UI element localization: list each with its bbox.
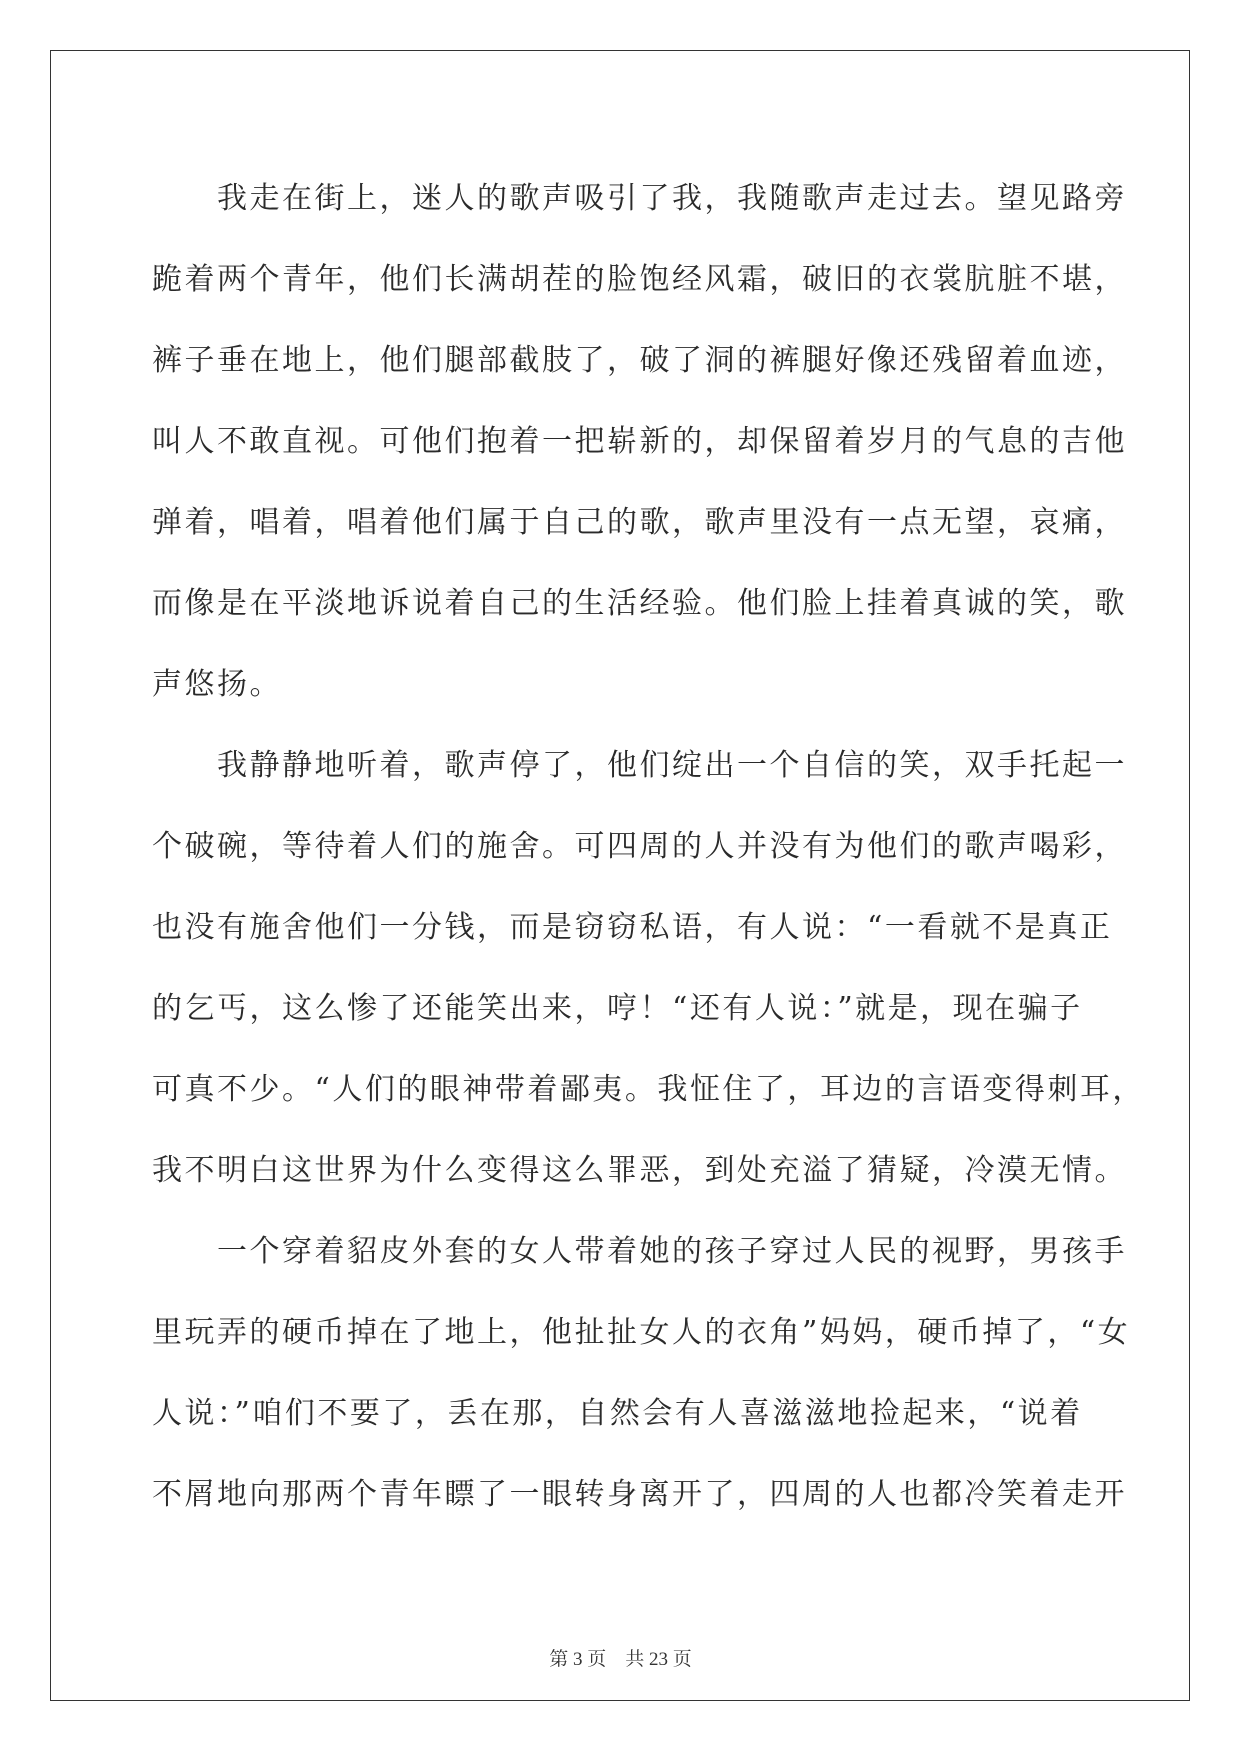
paragraph-line: 我走在街上，迷人的歌声吸引了我，我随歌声走过去。望见路旁 — [217, 181, 1127, 216]
paragraph-line: 里玩弄的硬币掉在了地上，他扯扯女人的衣角”妈妈，硬币掉了，“女 — [152, 1315, 1131, 1350]
paragraph-line: 我不明白这世界为什么变得这么罪恶，到处充溢了猜疑，冷漠无情。 — [152, 1153, 1127, 1188]
paragraph-line: 个破碗，等待着人们的施舍。可四周的人并没有为他们的歌声喝彩， — [152, 829, 1127, 864]
paragraph-line: 而像是在平淡地诉说着自己的生活经验。他们脸上挂着真诚的笑，歌 — [152, 586, 1127, 621]
paragraph-line: 可真不少。“人们的眼神带着鄙夷。我怔住了，耳边的言语变得刺耳， — [152, 1072, 1145, 1107]
document-body — [152, 158, 1145, 1535]
paragraph-line: 的乞丐，这么惨了还能笑出来，哼！“还有人说：”就是，现在骗子 — [152, 991, 1083, 1026]
paragraph-line: 不屑地向那两个青年瞟了一眼转身离开了，四周的人也都冷笑着走开 — [152, 1477, 1127, 1512]
paragraph-line: 裤子垂在地上，他们腿部截肢了，破了洞的裤腿好像还残留着血迹， — [152, 343, 1127, 378]
paragraph-line: 跪着两个青年，他们长满胡茬的脸饱经风霜，破旧的衣裳肮脏不堪， — [152, 262, 1127, 297]
page-footer — [0, 1644, 1241, 1671]
paragraph-line: 也没有施舍他们一分钱，而是窃窃私语，有人说：“一看就不是真正 — [152, 910, 1113, 945]
paragraph-line: 叫人不敢直视。可他们抱着一把崭新的，却保留着岁月的气息的吉他 — [152, 424, 1127, 459]
paragraph-line: 声悠扬。 — [152, 667, 282, 702]
page-total: 共 23 页 — [625, 1649, 692, 1670]
paragraph-line: 我静静地听着，歌声停了，他们绽出一个自信的笑，双手托起一 — [217, 748, 1127, 783]
page-number: 第 3 页 — [549, 1649, 607, 1670]
paragraph-line: 人说：”咱们不要了，丢在那，自然会有人喜滋滋地捡起来，“说着 — [152, 1396, 1083, 1431]
paragraph-line: 一个穿着貂皮外套的女人带着她的孩子穿过人民的视野，男孩手 — [217, 1234, 1127, 1269]
paragraph-line: 弹着，唱着，唱着他们属于自己的歌，歌声里没有一点无望，哀痛， — [152, 505, 1127, 540]
